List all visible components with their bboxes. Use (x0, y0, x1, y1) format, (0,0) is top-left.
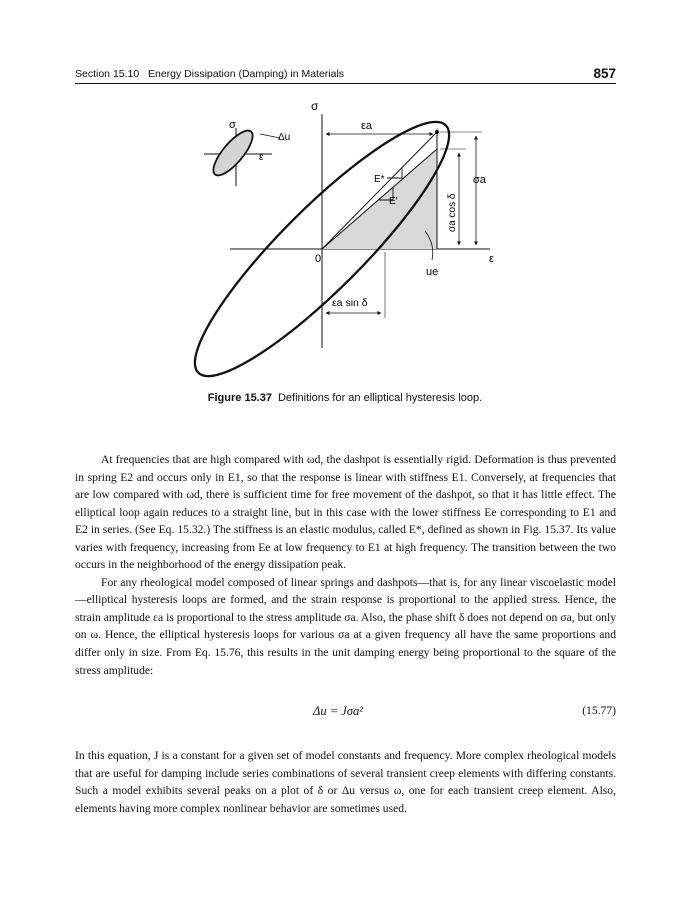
paragraph-3: In this equation, J is a constant for a given set of model constants and frequency. More complex rheological models that are useful for damping include series combinations of several transient creep elements with differing constants. Such a model exhibits several peaks on a plot of δ or Δu versus ω, one for each transient creep element. Also, elements having more complex nonlinear behavior are sometimes used. (75, 749, 616, 815)
section-label: Section 15.10 (75, 68, 140, 80)
caption-text: Definitions for an elliptical hysteresis loop. (277, 392, 483, 404)
paragraph-1: At frequencies that are high compared with ωd, the dashpot is essentially rigid. Deformation is thus prevented in spring E2 and occurs only in E1, so that the response is linear with stiffness E1. Conversely, at frequencies that are low compared with ωd, there is sufficient time for free movement of the dashpot, so that it has little effect. The elliptical loop again reduces to a straight line, but in this case with the lower stiffness Ee corresponding to E1 and E2 in series. (See Eq. 15.32.) The stiffness is an elastic modulus, called E*, defined as shown in Fig. 15.37. Its value varies with frequency, increasing from Ee at low frequency to E1 at high frequency. The transition between the two occurs in the neighborhood of the energy dissipation peak. (75, 453, 616, 572)
hysteresis-diagram (180, 90, 520, 390)
inset-sigma-label: σ (229, 119, 236, 131)
sigma-axis-label: σ (311, 99, 319, 113)
paragraph-2: For any rheological model composed of linear springs and dashpots—that is, for any linear viscoelastic model—elliptical hysteresis loops are formed, and the strain response is proportional to the applied stress. Hence, the strain amplitude εa is proportional to the stress amplitude σa. Also, the phase shift δ does not depend on σa, but only on ω. Hence, the elliptical hysteresis loops for various σa at a given frequency all have the same proportions and differ only in size. From Eq. 15.76, this results in the unit damping energy being proportional to the square of the stress amplitude: (75, 575, 616, 677)
caption-label: Figure 15.37 (207, 392, 272, 404)
ue-label: ue (426, 266, 439, 278)
header-rule (75, 83, 616, 84)
inset-diagram (204, 119, 290, 186)
section-title: Energy Dissipation (Damping) in Materials (147, 68, 345, 80)
epsilon-a-sin-delta-label: εa sin δ (332, 297, 368, 309)
e-prime-label: E′ (389, 196, 398, 207)
inset-epsilon-label: ε (259, 152, 264, 163)
epsilon-axis-label: ε (489, 253, 494, 265)
equation-15-77 (75, 704, 616, 724)
body-paragraph-3-block (75, 747, 616, 817)
equation-expression: Δu = Jσa² (313, 704, 363, 718)
inset-leader-line (260, 134, 280, 138)
hysteresis-figure (180, 90, 520, 390)
inset-hysteresis-ellipse (207, 125, 258, 181)
inset-delta-u-label: Δu (278, 132, 291, 143)
sigma-a-label: σa (473, 174, 486, 186)
running-head (75, 68, 344, 80)
origin-label: 0 (315, 253, 322, 265)
equation-number: (15.77) (582, 704, 616, 717)
sigma-a-cos-delta-label: σa cos δ (447, 193, 458, 232)
page-number: 857 (593, 66, 616, 81)
e-star-label: E* (374, 174, 385, 185)
figure-caption (0, 392, 690, 404)
body-paragraphs (75, 451, 616, 679)
epsilon-a-label: εa (361, 120, 373, 132)
page-header (75, 66, 616, 84)
